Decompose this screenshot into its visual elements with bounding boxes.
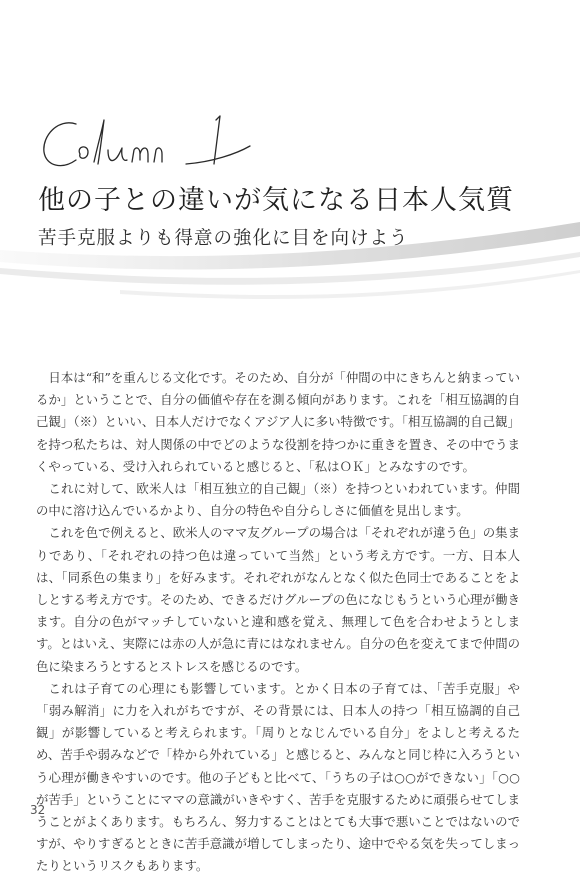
paragraph: これは子育ての心理にも影響しています。とかく日本の子育ては、「苦手克服」や「弱み解消」に力を入れがちですが、その背景には、日本人の持つ「相互協調的自己観」が影響していると考えられます。「周りとなじんでいる自分」をよしと考えるため、苦手や弱みなどで「枠から外れている」と感じると、みんなと同じ枠に入ろうという心理が働きやすいのです。他の子どもと比べて、「うちの子は○○ができない」「○○が苦手」ということにママの意識がいきやすく、苦手を克服するために頑張らせてしまうことがよくあります。もちろん、努力することはとても大事で悪いことではないのですが、やりすぎるとときに苦手意識が増してしまったり、途中でやる気を失ってしまったりというリスクもあります。 xyxy=(36,680,520,874)
paragraph: これを色で例えると、欧米人のママ友グループの場合は「それぞれが違う色」の集まりであり、「それぞれの持つ色は違っていて当然」という考え方です。一方、日本人は、「同系色の集まり」を好みます。それぞれがなんとなく似た色同士であることをよしとする考え方です。そのため、できるだけグループの色になじもうという心理が働きます。自分の色がマッチしていないと違和感を覚え、無理して色を合わせようとします。とはいえ、実際には赤の人が急に青にはなれません。自分の色を変えてまで仲間の色に染まろうとするとストレスを感じるのです。 xyxy=(36,525,520,674)
column-script-logo xyxy=(36,110,256,180)
article-body xyxy=(36,367,520,878)
page-title: 他の子との違いが気になる日本人気質 xyxy=(38,185,514,216)
page-subtitle: 苦手克服よりも得意の強化に目を向けよう xyxy=(38,228,409,249)
paragraph: 日本は“和”を重んじる文化です。そのため、自分が「仲間の中にきちんと納まっているか」ということで、自分の価値や存在を測る傾向があります。これを「相互協調的自己観」（※）といい、日本人だけでなくアジア人に多い特徴です。「相互協調的自己観」を持つ私たちは、対人関係の中でどのような役割を持つかに重きを置き、その中でうまくやっている、受け入れられていると感じると、「私はＯＫ」とみなすのです。 xyxy=(36,370,520,474)
page-number: 32 xyxy=(30,803,46,817)
paragraph: これに対して、欧米人は「相互独立的自己観」（※）を持つといわれています。仲間の中に溶け込んでいるかより、自分の特色や自分らしさに価値を見出します。 xyxy=(36,481,520,519)
column-label xyxy=(36,110,256,180)
